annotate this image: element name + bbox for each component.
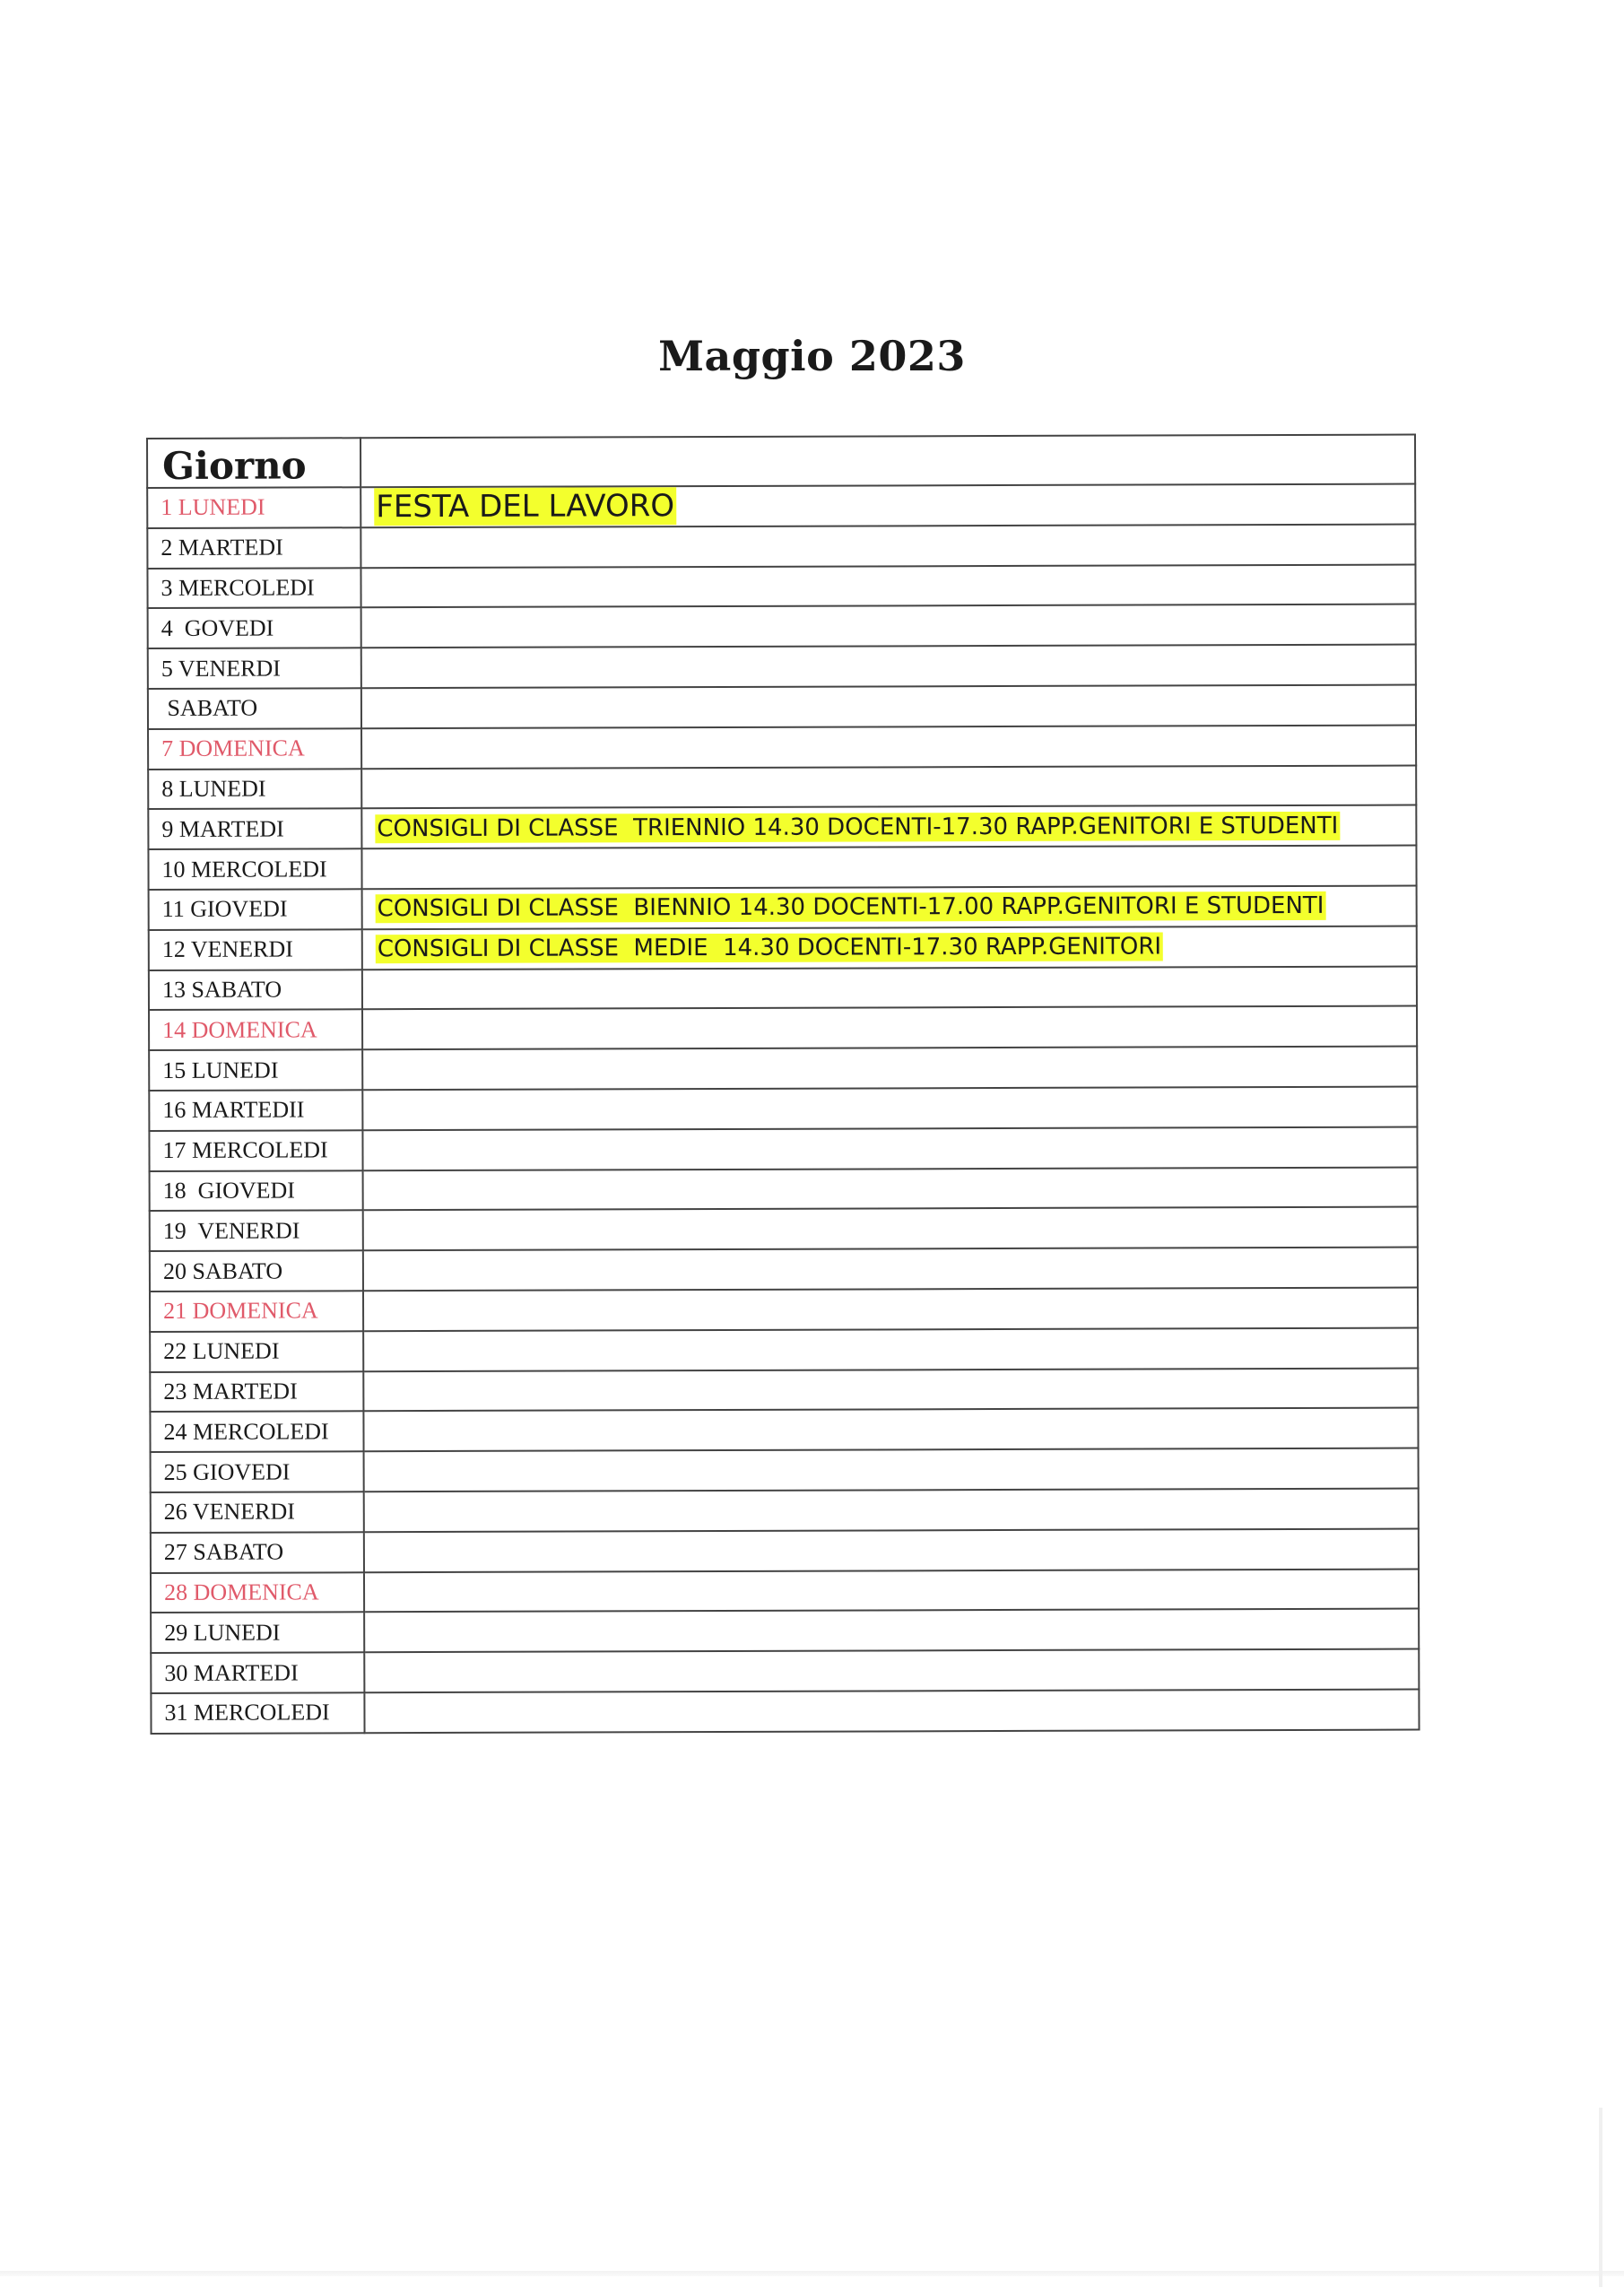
event-cell <box>361 765 1416 808</box>
table-row <box>147 484 1415 528</box>
event-cell <box>363 1368 1418 1411</box>
day-cell: 24 MERCOLEDI <box>150 1412 363 1453</box>
event-cell <box>364 1488 1419 1531</box>
table-row <box>149 1006 1417 1050</box>
day-cell: 5 VENERDI <box>148 648 361 689</box>
day-cell: 21 DOMENICA <box>150 1291 363 1332</box>
table-row <box>147 524 1415 568</box>
day-cell: 13 SABATO <box>149 970 362 1011</box>
table-row <box>150 1207 1418 1251</box>
table-row <box>149 886 1417 930</box>
event-cell <box>364 1528 1419 1571</box>
event-cell <box>364 1609 1419 1652</box>
day-cell: 17 MERCOLEDI <box>149 1130 362 1171</box>
table-row <box>151 1689 1419 1733</box>
event-cell <box>361 725 1416 768</box>
event-cell <box>362 1047 1417 1090</box>
table-row <box>151 1488 1419 1532</box>
table-row <box>149 1047 1417 1091</box>
table-row <box>149 926 1417 970</box>
event-text: FESTA DEL LAVORO <box>374 488 676 526</box>
table-row <box>148 725 1416 769</box>
day-cell: 2 MARTEDI <box>147 527 360 569</box>
event-cell <box>362 1087 1417 1130</box>
event-cell <box>361 604 1416 648</box>
scan-edge <box>0 2271 1624 2276</box>
header-event <box>360 435 1415 488</box>
day-cell: 12 VENERDI <box>149 929 362 970</box>
event-cell <box>361 645 1416 688</box>
day-cell: 28 DOMENICA <box>151 1572 364 1613</box>
table-row <box>148 846 1416 890</box>
page-title: Maggio 2023 <box>658 332 966 380</box>
table-row <box>151 1448 1419 1492</box>
day-cell: 16 MARTEDII <box>149 1090 362 1131</box>
day-cell: SABATO <box>148 688 361 729</box>
calendar-body <box>147 484 1419 1734</box>
table-row <box>149 1126 1417 1170</box>
day-cell: 9 MARTEDI <box>148 809 361 850</box>
day-cell: 1 LUNEDI <box>147 487 360 528</box>
event-cell <box>364 1689 1419 1732</box>
event-cell <box>361 846 1416 889</box>
day-cell: 27 SABATO <box>151 1532 364 1573</box>
day-cell: 18 GIOVEDI <box>150 1170 363 1212</box>
table-row <box>148 645 1416 689</box>
day-cell: 20 SABATO <box>150 1250 363 1292</box>
day-cell: 14 DOMENICA <box>149 1010 362 1051</box>
event-cell <box>364 1448 1419 1492</box>
day-cell: 8 LUNEDI <box>148 769 361 810</box>
table-row <box>151 1649 1419 1693</box>
day-cell: 29 LUNEDI <box>151 1613 364 1654</box>
event-text: CONSIGLI DI CLASSE TRIENNIO 14.30 DOCENTI-17.30 RAPP.GENITORI E STUDENTI <box>375 812 1340 843</box>
table-row <box>150 1327 1418 1371</box>
table-row <box>148 604 1416 648</box>
event-cell <box>363 1207 1418 1250</box>
event-cell <box>362 1126 1417 1170</box>
event-cell <box>360 564 1415 607</box>
event-cell <box>360 484 1415 527</box>
event-cell <box>363 1167 1418 1210</box>
day-cell: 11 GIOVEDI <box>149 889 362 930</box>
event-cell <box>362 926 1417 969</box>
calendar-table <box>146 434 1420 1735</box>
event-cell <box>363 1287 1418 1330</box>
day-cell: 25 GIOVEDI <box>151 1451 364 1492</box>
table-row <box>148 805 1416 849</box>
table-row <box>150 1248 1418 1292</box>
day-cell: 4 GOVEDI <box>148 608 361 649</box>
event-cell <box>363 1408 1418 1451</box>
day-cell: 15 LUNEDI <box>149 1049 362 1091</box>
event-cell <box>363 1248 1418 1291</box>
table-row <box>150 1167 1418 1211</box>
table-row <box>150 1368 1418 1412</box>
event-cell <box>362 966 1417 1009</box>
day-cell: 22 LUNEDI <box>150 1331 363 1372</box>
event-cell <box>363 1327 1418 1370</box>
event-cell <box>362 1006 1417 1049</box>
table-row <box>151 1528 1419 1572</box>
scan-edge-right <box>1599 2108 1602 2287</box>
event-cell <box>361 805 1416 848</box>
header-day: Giorno <box>147 438 360 488</box>
table-row <box>151 1609 1419 1653</box>
table-row <box>147 564 1415 608</box>
day-cell: 19 VENERDI <box>150 1211 363 1252</box>
table-row <box>149 1087 1417 1131</box>
event-text: CONSIGLI DI CLASSE MEDIE 14.30 DOCENTI-17.30 RAPP.GENITORI <box>376 933 1163 964</box>
day-cell: 26 VENERDI <box>151 1492 364 1533</box>
event-cell <box>361 685 1416 728</box>
day-cell: 23 MARTEDI <box>150 1371 363 1413</box>
day-cell: 7 DOMENICA <box>148 728 361 770</box>
day-cell: 10 MERCOLEDI <box>148 848 361 890</box>
table-header-row <box>147 435 1415 488</box>
table-row <box>148 685 1416 729</box>
table-row <box>150 1408 1418 1452</box>
table-row <box>150 1287 1418 1331</box>
table-row <box>148 765 1416 809</box>
event-cell <box>364 1649 1419 1692</box>
table-row <box>151 1569 1419 1613</box>
day-cell: 30 MARTEDI <box>151 1652 364 1693</box>
event-text: CONSIGLI DI CLASSE BIENNIO 14.30 DOCENTI-17.00 RAPP.GENITORI E STUDENTI <box>376 891 1326 923</box>
day-cell: 3 MERCOLEDI <box>147 568 360 609</box>
event-cell <box>364 1569 1419 1612</box>
table-row <box>149 966 1417 1010</box>
day-cell: 31 MERCOLEDI <box>151 1692 364 1734</box>
event-cell <box>362 886 1417 929</box>
event-cell <box>360 524 1415 567</box>
